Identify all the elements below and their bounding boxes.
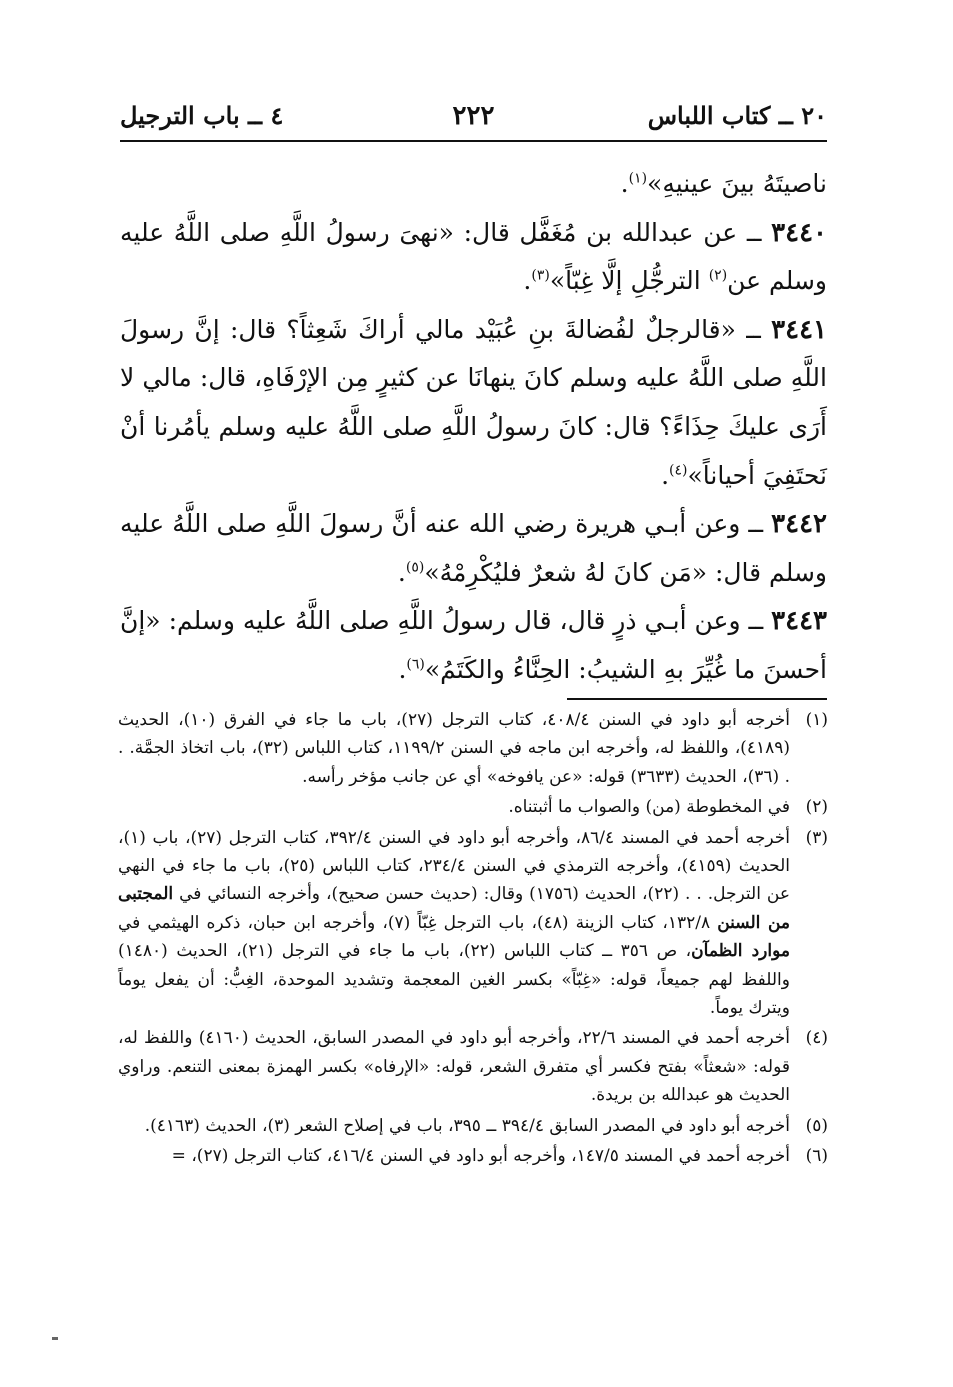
footnote-2	[118, 793, 828, 821]
running-header	[120, 98, 827, 138]
hadith-number: ٣٤٤٣	[771, 606, 827, 637]
hadith-3441: ٣٤٤١ ــ «قالرجلٌ لفُضالةَ بنِ عُبَيْد مالي أراكَ شَعِثاً؟ قال: إنَّ رسولَ اللَّهِ صلى اللَّهُ عليه وسلم كانَ ينهانَا عن كثيرٍ مِن الإرْفَاهِ، قال: مالي لا أَرَى عليكَ حِذَاءً؟ قال: كانَ رسولُ اللَّهِ صلى اللَّهُ عليه وسلم يأمُرنا أنْ نَحتَفِيَ أحياناً»$^{(٤)}$.	[120, 314, 827, 490]
page-number: ٢٢٢	[452, 101, 495, 131]
book-title-mawarid: موارد الظمآن	[691, 941, 790, 962]
footnote-text: أخرجه أحمد في المسند ٢٢/٦، وأخرجه أبو داود في المصدر السابق، الحديث (٤١٦٠) واللفظ له، قوله: «شعثاً» بفتح فكسر أي متفرق الشعر، قوله: «الإرفاه» بكسر الهمزة بمعنى التنعم. وراوي الحديث هو عبدالله بن بريدة.	[118, 1028, 790, 1106]
continuation-text: ناصيتَهُ بينَ عينيهِ»$^{(١)}$.	[620, 169, 827, 198]
footnote-1	[118, 706, 828, 791]
footnote-number: (٥)	[805, 1115, 828, 1136]
footnote-text: أخرجه أحمد في المسند ١٤٧/٥، وأخرجه أبو داود في السنن ٤١٦/٤، كتاب الترجل (٢٧)، =	[171, 1146, 790, 1167]
footnote-6	[118, 1142, 828, 1170]
footnotes	[118, 706, 828, 1173]
footnote-ref[interactable]: (١)	[628, 170, 648, 187]
header-divider	[120, 140, 827, 142]
hadith-3442: ٣٤٤٢ ــ وعن أبـي هريرة رضي الله عنه أنَّ رسولَ اللَّهِ صلى اللَّهُ عليه وسلم قال: «مَن كانَ لهُ شعرٌ فليُكْرِمْهُ»$^{(٥)}$.	[120, 509, 827, 587]
header-section-title: ٤ ــ باب الترجيل	[120, 101, 284, 130]
hadith-number: ٣٤٤٠	[771, 217, 827, 248]
footnote-text: أخرجه أبو داود في السنن ٤٠٨/٤، كتاب الترجل (٢٧)، باب ما جاء في الفرق (١٠)، الحديث (٤١٨٩)، واللفظ له، وأخرجه ابن ماجه في السنن ١١٩٩/٢، كتاب اللباس (٣٢)، باب اتخاذ الجمَّة. . . (٣٦)، الحديث (٣٦٣٣) قوله: «عن يافوخه» أي عن جانب مؤخر رأسه.	[118, 710, 790, 787]
hadith-3440: ٣٤٤٠ ــ عن عبدالله بن مُغَفَّل قال: «نهىَ رسولُ اللَّهِ صلى اللَّهُ عليه وسلم عن$^{(٢)}$ الترجُّلِ إلَّا غِبّاً»$^{(٣)}$.	[120, 217, 827, 296]
book-title-mujtaba: المجتبى من السنن	[118, 884, 791, 933]
scan-mark	[52, 1337, 58, 1340]
footnote-divider	[567, 698, 827, 700]
footnote-ref[interactable]: (٥)	[405, 559, 425, 576]
footnote-text: أخرجه أبو داود في المصدر السابق ٣٩٤/٤ ــ ٣٩٥، باب في إصلاح الشعر (٣)، الحديث (٤١٦٣).	[144, 1115, 790, 1136]
footnote-ref[interactable]: (٢)	[708, 267, 728, 284]
footnote-ref[interactable]: (٦)	[406, 656, 425, 673]
footnote-number: (٣)	[805, 827, 828, 848]
footnote-5	[118, 1112, 828, 1140]
hadith-number: ٣٤٤١	[771, 314, 827, 345]
hadith-number: ٣٤٤٢	[771, 509, 827, 540]
footnote-number: (٦)	[805, 1146, 828, 1167]
footnote-ref[interactable]: (٣)	[531, 267, 550, 284]
header-book-title: ٢٠ ــ كتاب اللباس	[647, 101, 827, 130]
footnote-text: في المخطوطة (من) والصواب ما أثبتناه.	[508, 797, 790, 818]
main-text	[120, 160, 827, 695]
footnote-3	[118, 824, 828, 1023]
footnote-number: (٤)	[805, 1028, 828, 1049]
hadith-3443: ٣٤٤٣ ــ وعن أبـي ذرٍ قال، قال رسولُ اللَّهِ صلى اللَّهُ عليه وسلم: «إنَّ أحسنَ ما غُيِّرَ بهِ الشيبُ: الحِنَّاءُ والكَتَمُ»$^{(٦)}$.	[120, 606, 827, 684]
footnote-number: (١)	[805, 710, 828, 730]
footnote-ref[interactable]: (٤)	[669, 462, 688, 479]
footnote-number: (٢)	[805, 797, 828, 818]
footnote-4	[118, 1024, 828, 1109]
footnote-text: أخرجه أحمد في المسند ٨٦/٤، وأخرجه أبو داود في السنن ٣٩٢/٤، كتاب الترجل (٢٧)، باب (١)، الحديث (٤١٥٩)، وأخرجه الترمذي في السنن ٢٣٤/٤، كتاب اللباس (٢٥)، باب ما جاء في النهي عن الترجل. . . (٢٢)، الحديث (١٧٥٦) وقال: (حديث حسن صحيح)، وأخرجه النسائي في المجتبى من السنن ١٣٢/٨، كتاب الزينة (٤٨)، باب الترجل غِبّاً (٧)، وأخرجه ابن حبان، ذكره الهيثمي في موارد الظمآن، ص ٣٥٦ ــ كتاب اللباس (٢٢)، باب ما جاء في الترجل (٢١)، الحديث (١٤٨٠) واللفظ لهم جميعاً، قوله: «غِبّاً» بكسر الغين المعجمة وتشديد الموحدة، الغِبُّ: أن يفعل يوماً ويترك يوماً.	[118, 827, 791, 1019]
